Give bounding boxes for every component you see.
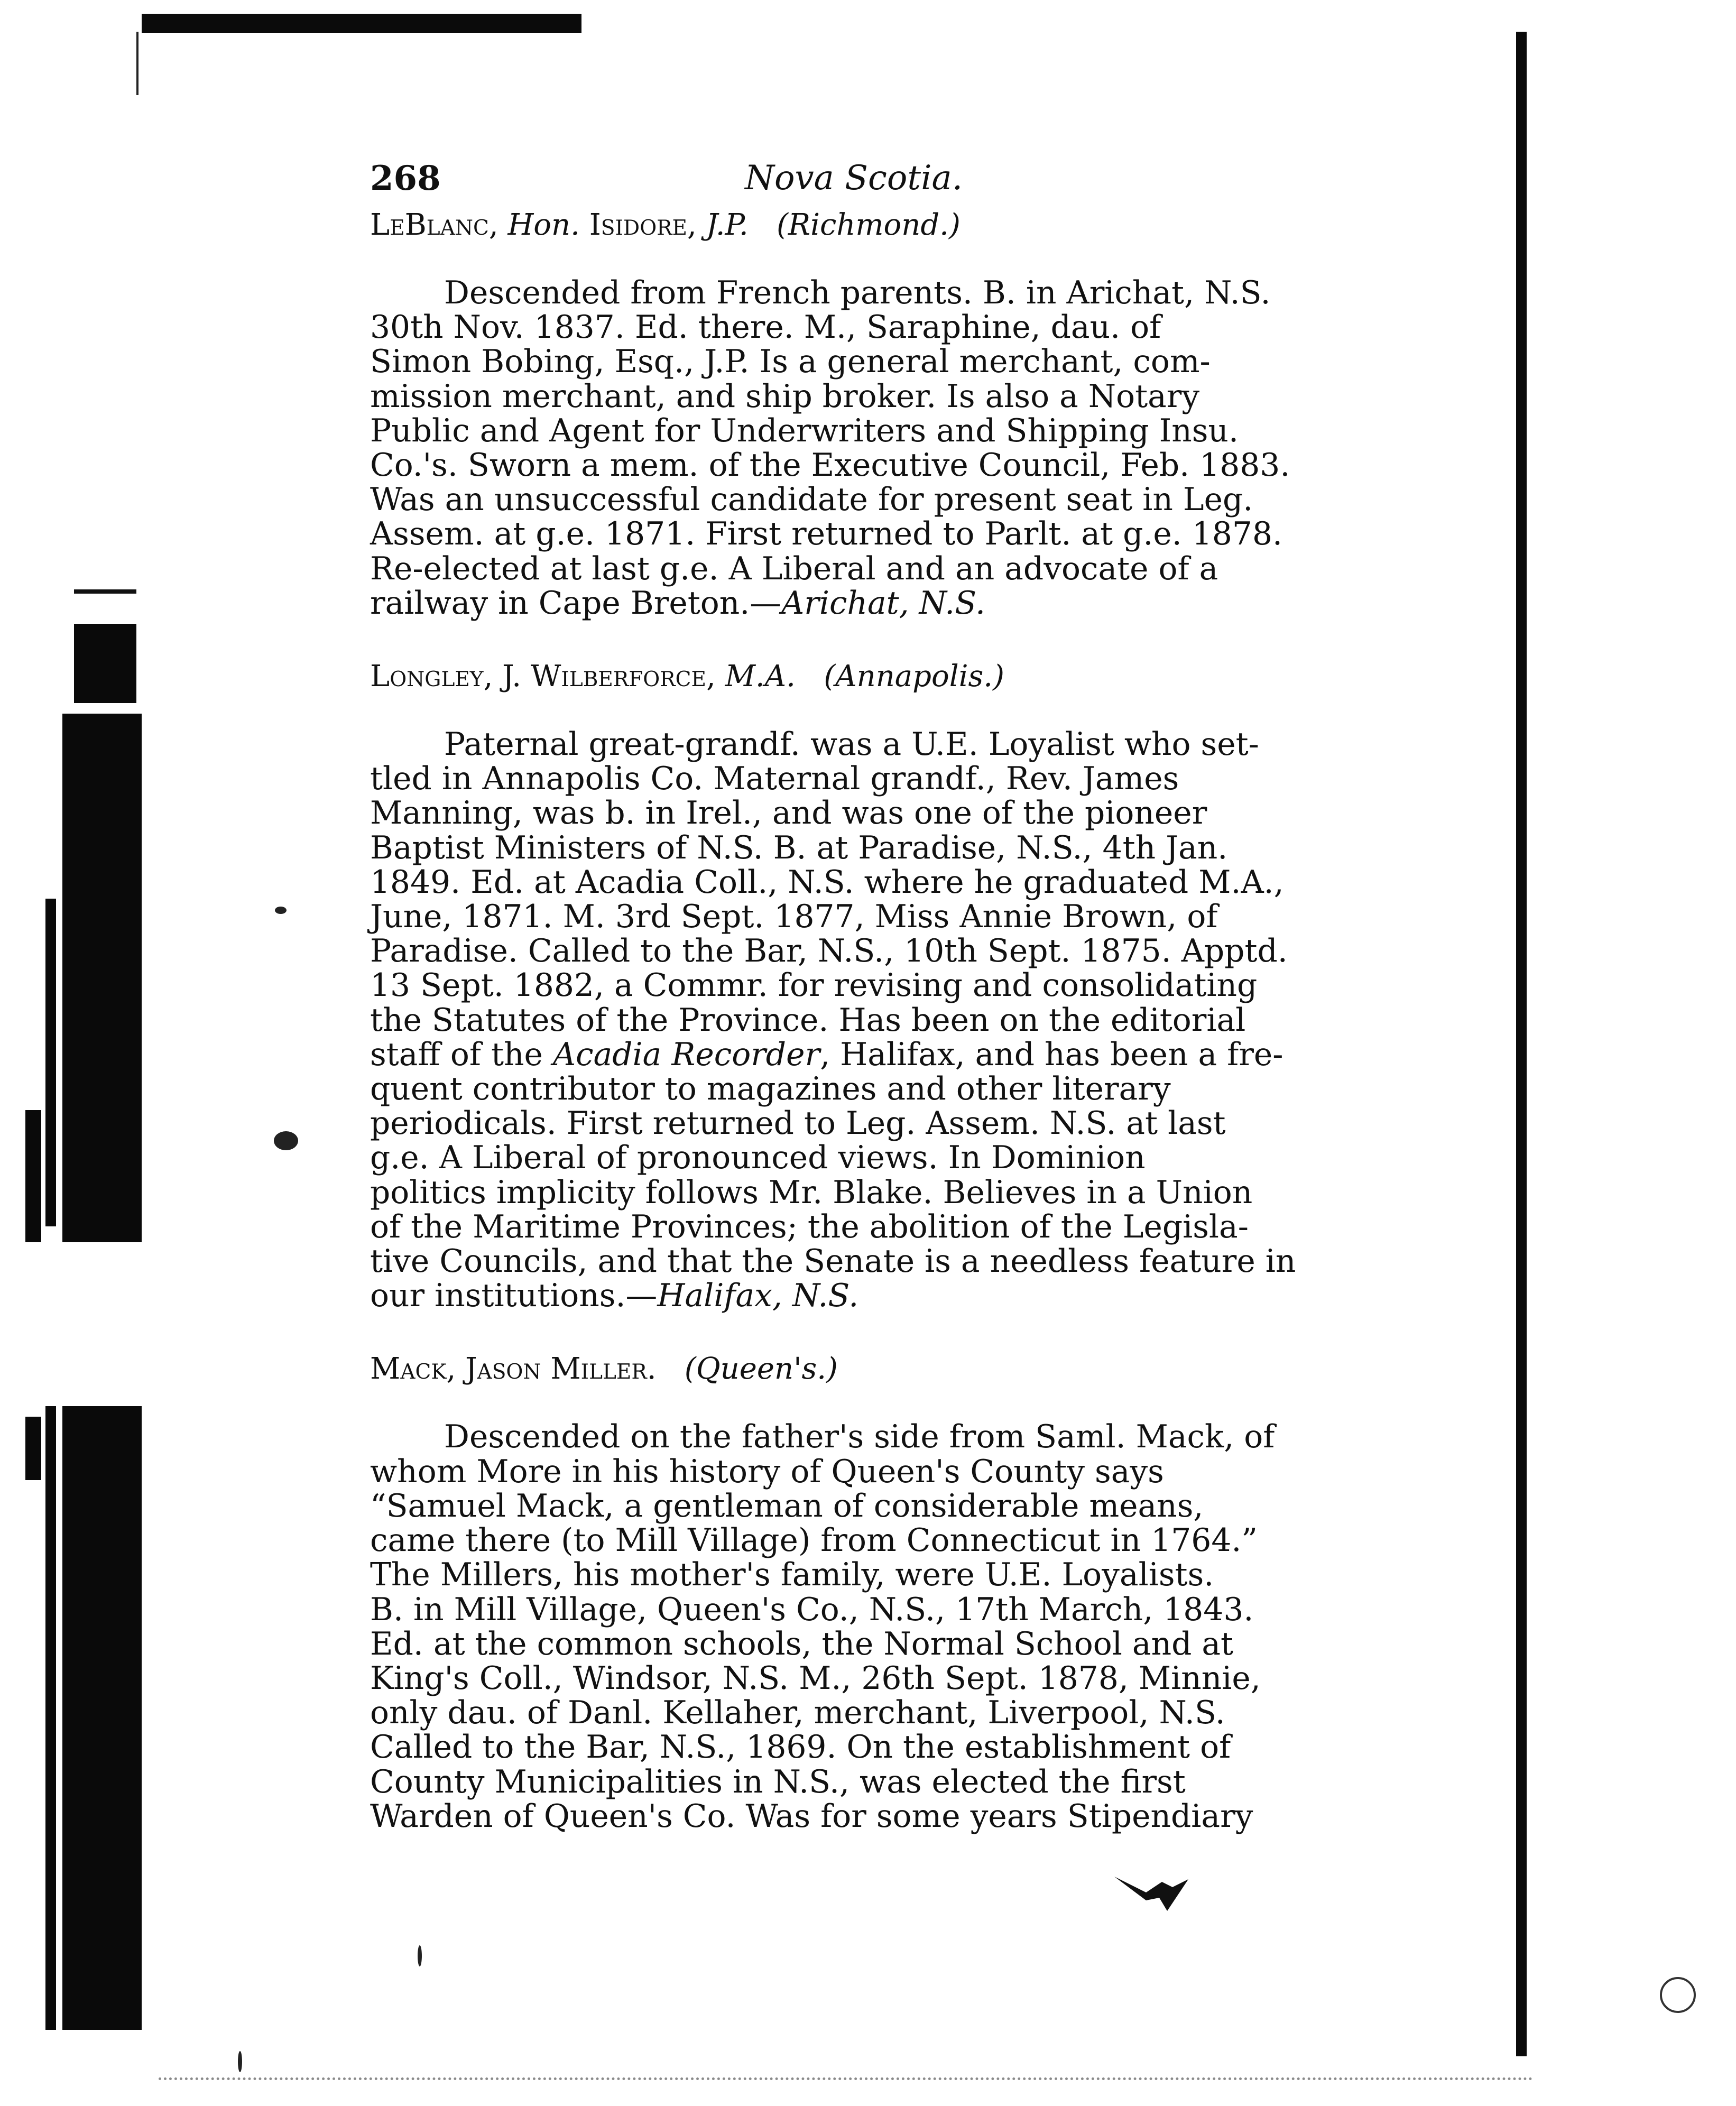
body-line: tled in Annapolis Co. Maternal grandf., Rev. James: [370, 760, 1179, 798]
entry-mack: [370, 1350, 1337, 1833]
body-line: 30th Nov. 1837. Ed. there. M., Saraphine, dau. of: [370, 309, 1161, 346]
body-line: Manning, was b. in Irel., and was one of the pioneer: [370, 795, 1207, 832]
body-line: B. in Mill Village, Queen's Co., N.S., 17th March, 1843.: [370, 1591, 1254, 1628]
body-line: Assem. at g.e. 1871. First returned to Parlt. at g.e. 1878.: [370, 515, 1282, 553]
entry-given-name: Isidore: [589, 208, 688, 242]
entry-residence: Halifax, N.S.: [657, 1277, 859, 1315]
scan-speck: [1660, 1977, 1696, 2013]
body-line: Simon Bobing, Esq., J.P. Is a general merchant, com-: [370, 343, 1211, 381]
body-line: mission merchant, and ship broker. Is also a Notary: [370, 377, 1200, 415]
scan-speck: [238, 2051, 242, 2072]
body-line: quent contributor to magazines and other literary: [370, 1070, 1171, 1108]
scan-gutter-block: [45, 899, 56, 1226]
entry-constituency: (Queen's.): [684, 1352, 838, 1387]
entry-heading: LeBlanc, Hon. Isidore, J.P. (Richmond.): [370, 208, 961, 242]
body-line: came there (to Mill Village) from Connecticut in 1764.”: [370, 1522, 1258, 1559]
entry-residence: Arichat, N.S.: [781, 584, 986, 622]
body-line: tive Councils, and that the Senate is a needless feature in: [370, 1243, 1296, 1280]
body-text: railway in Cape Breton.—: [370, 584, 782, 622]
running-title: Nova Scotia.: [744, 159, 963, 198]
scan-speck: [275, 907, 287, 914]
body-line: King's Coll., Windsor, N.S. M., 26th Sept. 1878, Minnie,: [370, 1659, 1261, 1697]
running-head: [370, 148, 1337, 206]
entry-surname: Longley: [370, 659, 484, 694]
body-text: staff of the: [370, 1036, 553, 1073]
body-line: only dau. of Danl. Kellaher, merchant, Liverpool, N.S.: [370, 1694, 1225, 1732]
body-line: whom More in his history of Queen's County says: [370, 1453, 1164, 1490]
body-line: Re-elected at last g.e. A Liberal and an advocate of a: [370, 550, 1218, 587]
scan-ink-blot: [1114, 1871, 1194, 1914]
scan-gutter-block: [45, 1406, 56, 2030]
scan-top-bar: [142, 14, 581, 33]
body-line: Paradise. Called to the Bar, N.S., 10th Sept. 1875. Apptd.: [370, 932, 1288, 970]
book-page: [370, 148, 1337, 1871]
body-line: “Samuel Mack, a gentleman of considerable means,: [370, 1487, 1204, 1525]
entry-longley: [370, 658, 1337, 1313]
entry-leblanc: [370, 206, 1337, 621]
body-text: our institutions.—: [370, 1277, 658, 1315]
entry-surname: Mack: [370, 1352, 447, 1387]
entry-given-name: J. Wilberforce: [502, 659, 706, 694]
body-line: June, 1871. M. 3rd Sept. 1877, Miss Annie Brown, of: [370, 898, 1218, 936]
body-line: politics implicity follows Mr. Blake. Believes in a Union: [370, 1174, 1253, 1211]
body-line: Co.'s. Sworn a mem. of the Executive Council, Feb. 1883.: [370, 447, 1290, 484]
scan-gutter-block: [62, 714, 142, 1242]
entry-heading: Longley, J. Wilberforce, M.A. (Annapolis.): [370, 659, 1004, 694]
entry-constituency: (Annapolis.): [824, 659, 1004, 694]
scan-speck: [274, 1131, 298, 1150]
body-line: Paternal great-grandf. was a U.E. Loyalist who set-: [444, 726, 1259, 763]
body-line: g.e. A Liberal of pronounced views. In Dominion: [370, 1139, 1146, 1177]
entry-suffix: J.P.: [706, 208, 749, 242]
body-line: Ed. at the common schools, the Normal School and at: [370, 1625, 1234, 1662]
scan-gutter-block: [47, 1554, 52, 1618]
scan-gutter-block: [25, 1417, 41, 1480]
scan-gutter-line: [74, 589, 136, 594]
body-line: Was an unsuccessful candidate for present seat in Leg.: [370, 481, 1253, 519]
entry-honorific: Hon.: [507, 208, 580, 242]
body-line: The Millers, his mother's family, were U.E. Loyalists.: [370, 1556, 1214, 1594]
entry-surname: LeBlanc: [370, 208, 489, 242]
scan-gutter-block: [62, 1406, 142, 2030]
scan-right-rule: [1516, 32, 1527, 2056]
body-line: Descended from French parents. B. in Arichat, N.S.: [444, 274, 1271, 311]
body-text: , Halifax, and has been a fre-: [820, 1036, 1283, 1073]
scan-bottom-dots: [159, 2077, 1533, 2080]
entry-body: [370, 1420, 1337, 1833]
newspaper-title: Acadia Recorder: [552, 1036, 820, 1073]
body-line: 1849. Ed. at Acadia Coll., N.S. where he graduated M.A.,: [370, 863, 1284, 901]
body-line: [370, 1038, 1337, 1072]
body-line: the Statutes of the Province. Has been on the editorial: [370, 1001, 1246, 1039]
body-line: [370, 586, 1337, 621]
entry-given-name: Jason Miller.: [465, 1352, 657, 1387]
scan-speck: [418, 1945, 422, 1966]
entry-body: [370, 727, 1337, 1313]
body-line: Called to the Bar, N.S., 1869. On the establishment of: [370, 1729, 1231, 1766]
entry-body: [370, 276, 1337, 621]
scan-gutter-block: [74, 624, 136, 703]
body-line: Baptist Ministers of N.S. B. at Paradise, N.S., 4th Jan.: [370, 829, 1228, 866]
page-number: 268: [370, 159, 441, 198]
body-line: [370, 1279, 1337, 1313]
body-line: periodicals. First returned to Leg. Assem. N.S. at last: [370, 1105, 1226, 1142]
entry-suffix: M.A.: [725, 659, 796, 694]
body-line: Descended on the father's side from Saml. Mack, of: [444, 1418, 1275, 1456]
body-line: County Municipalities in N.S., was elected the first: [370, 1763, 1186, 1800]
scan-gutter-block: [25, 1110, 41, 1242]
body-line: Warden of Queen's Co. Was for some years Stipendiary: [370, 1797, 1253, 1835]
scan-left-edge: [136, 32, 138, 95]
body-line: 13 Sept. 1882, a Commr. for revising and consolidating: [370, 967, 1258, 1004]
body-line: of the Maritime Provinces; the abolition of the Legisla-: [370, 1208, 1249, 1245]
entry-constituency: (Richmond.): [777, 208, 961, 242]
body-line: Public and Agent for Underwriters and Shipping Insu.: [370, 412, 1239, 449]
entry-heading: Mack, Jason Miller. (Queen's.): [370, 1352, 838, 1387]
